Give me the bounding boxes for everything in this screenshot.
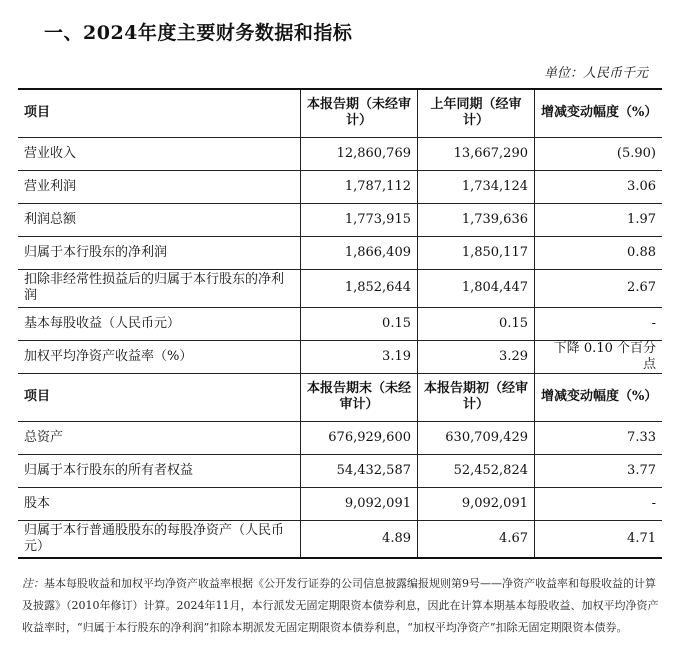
- row-label: 基本每股收益（人民币元）: [18, 307, 301, 340]
- table-row: [18, 340, 662, 373]
- header-row: [18, 89, 662, 137]
- row-current: 9,092,091: [301, 487, 418, 520]
- footnote-text: 基本每股收益和加权平均净资产收益率根据《公开发行证券的公司信息披露编报规则第9号——净资产收益率和每股收益的计算及披露》（2010年修订）计算。2024年11月，本行派发无固定期限资本债券利息，因此在计算本期基本每股收益、加权平均净资产收益率时，“归属于本行股东的净利润”扣除本期派发无固定期限资本债券利息，“加权平均净资产”扣除无固定期限资本债券。: [22, 577, 659, 634]
- row-change: -: [535, 307, 663, 340]
- row-change: 3.06: [535, 170, 663, 203]
- table-row: [18, 170, 662, 203]
- row-change: 2.67: [535, 269, 663, 307]
- row-change: 1.97: [535, 203, 663, 236]
- row-current: 54,432,587: [301, 454, 418, 487]
- row-change: 0.88: [535, 236, 663, 269]
- row-current: 1,773,915: [301, 203, 418, 236]
- row-current: 1,787,112: [301, 170, 418, 203]
- header-col1: 本报告期（未经审计）: [301, 89, 418, 137]
- row-change: 3.77: [535, 454, 663, 487]
- table-row: [18, 203, 662, 236]
- header-item: 项目: [18, 373, 301, 421]
- row-label: 利润总额: [18, 203, 301, 236]
- table-row: [18, 236, 662, 269]
- table-row: [18, 520, 662, 558]
- row-current: 0.15: [301, 307, 418, 340]
- unit-label: 单位：人民币千元: [543, 66, 648, 81]
- row-label: 扣除非经常性损益后的归属于本行股东的净利润: [18, 269, 301, 307]
- row-current: 1,852,644: [301, 269, 418, 307]
- header-col3: 增减变动幅度（%）: [535, 373, 663, 421]
- header-item: 项目: [18, 89, 301, 137]
- row-label: 营业利润: [18, 170, 301, 203]
- row-previous: 1,734,124: [418, 170, 535, 203]
- header-col3: 增减变动幅度（%）: [535, 89, 663, 137]
- table-row: [18, 421, 662, 454]
- row-previous: 3.29: [418, 340, 535, 373]
- row-current: 4.89: [301, 520, 418, 558]
- row-change: 4.71: [535, 520, 663, 558]
- row-previous: 4.67: [418, 520, 535, 558]
- table-row: [18, 137, 662, 170]
- row-previous: 9,092,091: [418, 487, 535, 520]
- row-current: 676,929,600: [301, 421, 418, 454]
- row-current: 12,860,769: [301, 137, 418, 170]
- table-row: [18, 307, 662, 340]
- table-row: [18, 269, 662, 307]
- row-label: 归属于本行股东的所有者权益: [18, 454, 301, 487]
- row-label: 股本: [18, 487, 301, 520]
- row-previous: 1,804,447: [418, 269, 535, 307]
- row-label: 归属于本行股东的净利润: [18, 236, 301, 269]
- row-label: 加权平均净资产收益率（%）: [18, 340, 301, 373]
- row-change: 下降 0.10 个百分点: [535, 340, 663, 373]
- row-previous: 0.15: [418, 307, 535, 340]
- row-previous: 52,452,824: [418, 454, 535, 487]
- header-col1: 本报告期末（未经审计）: [301, 373, 418, 421]
- footnote: [22, 573, 662, 639]
- section-title: 一、2024年度主要财务数据和指标: [44, 22, 353, 44]
- row-change: -: [535, 487, 663, 520]
- row-previous: 13,667,290: [418, 137, 535, 170]
- table-row: [18, 487, 662, 520]
- row-label: 归属于本行普通股股东的每股净资产（人民币元）: [18, 520, 301, 558]
- row-label: 营业收入: [18, 137, 301, 170]
- row-previous: 630,709,429: [418, 421, 535, 454]
- financial-table: [18, 88, 662, 559]
- row-current: 1,866,409: [301, 236, 418, 269]
- row-previous: 1,850,117: [418, 236, 535, 269]
- row-change: 7.33: [535, 421, 663, 454]
- row-current: 3.19: [301, 340, 418, 373]
- header-col2: 本报告期初（经审计）: [418, 373, 535, 421]
- header-col2: 上年同期（经审计）: [418, 89, 535, 137]
- footnote-lead: 注：: [22, 577, 44, 590]
- row-change: (5.90): [535, 137, 663, 170]
- header-row: [18, 373, 662, 421]
- row-previous: 1,739,636: [418, 203, 535, 236]
- table-row: [18, 454, 662, 487]
- row-label: 总资产: [18, 421, 301, 454]
